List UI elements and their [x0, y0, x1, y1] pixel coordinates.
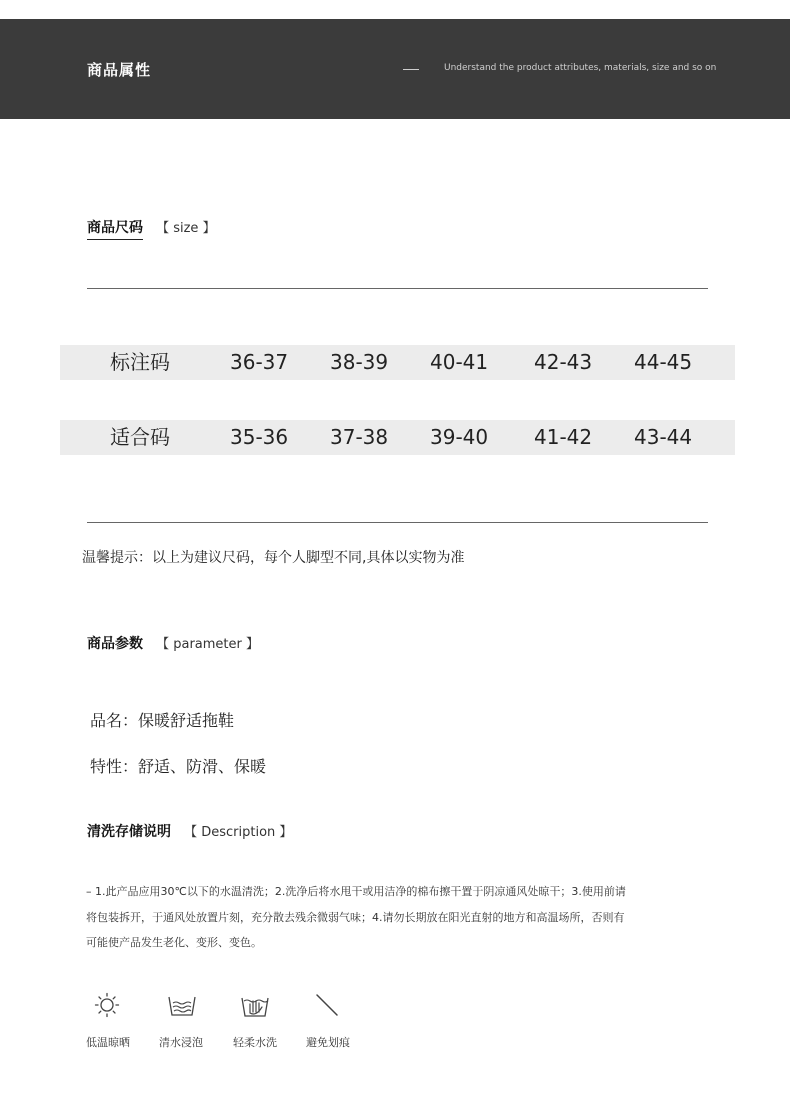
size-cell: 36-37 — [230, 350, 289, 374]
product-feature: 特性：舒适、防滑、保暖 — [90, 757, 267, 776]
water-soak-icon — [167, 995, 197, 1017]
size-section-bracket: 【 size 】 — [156, 221, 216, 236]
hand-wash-icon — [240, 992, 270, 1018]
size-row-label: 适合码 — [110, 425, 170, 449]
banner-title: 商品属性 — [87, 61, 152, 79]
scratch-icon — [314, 992, 340, 1018]
parameter-section-title: 商品参数 — [87, 636, 143, 652]
description-section-title: 清洗存储说明 — [87, 824, 171, 840]
size-cell: 44-45 — [634, 350, 693, 374]
size-cell: 39-40 — [430, 425, 489, 449]
parameter-section-bracket: 【 parameter 】 — [156, 637, 259, 652]
size-cell: 43-44 — [634, 425, 693, 449]
parameter-section-heading — [87, 633, 259, 653]
divider-top — [87, 288, 708, 289]
size-row-labeled — [60, 345, 735, 380]
size-section-title: 商品尺码 — [87, 220, 143, 240]
banner-dash — [403, 69, 419, 70]
divider-bottom — [87, 522, 708, 523]
description-section-heading — [87, 821, 292, 841]
size-cell: 35-36 — [230, 425, 289, 449]
size-section-heading — [87, 217, 216, 237]
size-cell: 41-42 — [534, 425, 593, 449]
size-row-label: 标注码 — [110, 350, 170, 374]
description-line: – 1.此产品应用30℃以下的水温清洗；2.洗净后将水甩干或用洁净的棉布擦干置于阴凉通风处晾干；3.使用前请 — [86, 885, 626, 898]
care-label: 避免划痕 — [306, 1036, 350, 1049]
care-label: 轻柔水洗 — [233, 1036, 277, 1049]
description-line: 将包装拆开，于通风处放置片刻，充分散去残余微弱气味；4.请勿长期放在阳光直射的地方和高温场所，否则有 — [86, 911, 625, 924]
description-section-bracket: 【 Description 】 — [184, 825, 293, 840]
size-cell: 38-39 — [330, 350, 389, 374]
size-tip: 温馨提示：以上为建议尺码，每个人脚型不同,具体以实物为准 — [82, 550, 465, 566]
product-name: 品名：保暖舒适拖鞋 — [90, 711, 235, 730]
size-cell: 37-38 — [330, 425, 389, 449]
sun-icon — [94, 992, 120, 1018]
care-label: 低温晾晒 — [86, 1036, 130, 1049]
banner-subtitle: Understand the product attributes, materials, size and so on — [444, 63, 717, 73]
description-line: 可能使产品发生老化、变形、变色。 — [86, 936, 262, 949]
size-cell: 42-43 — [534, 350, 593, 374]
size-cell: 40-41 — [430, 350, 489, 374]
size-row-fit — [60, 420, 735, 455]
care-label: 清水浸泡 — [159, 1036, 203, 1049]
